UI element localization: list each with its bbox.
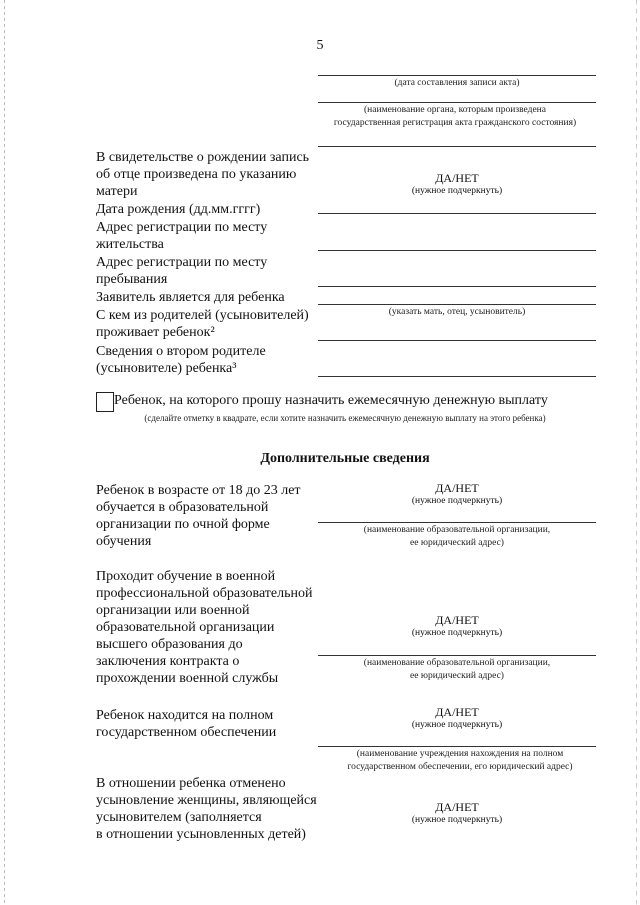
q1-line: [318, 522, 596, 523]
q2-line: [318, 655, 596, 656]
q1-label-1: Ребенок в возрасте от 18 до 23 лет: [96, 483, 301, 498]
q2-label-6: заключения контракта о: [96, 654, 240, 669]
q2-label-5: высшего образования до: [96, 637, 243, 652]
q4-label-4: в отношении усыновленных детей): [96, 827, 306, 842]
lives-with-line: [318, 340, 596, 341]
q1-caption-1: (наименование образовательной организации,: [363, 525, 551, 535]
underline-hint: (нужное подчеркнуть): [411, 186, 503, 196]
father-record-label-2: об отце произведена по указанию: [96, 167, 297, 182]
second-parent-label-1: Сведения о втором родителе: [96, 344, 266, 359]
lives-with-label-2: проживает ребенок²: [96, 325, 215, 340]
q2-label-3: организации или военной: [96, 603, 250, 618]
second-parent-line: [318, 376, 596, 377]
q1-label-3: организации по очной форме: [96, 517, 270, 532]
q3-caption-1: (наименование учреждения нахождения на полном: [356, 749, 564, 759]
monthly-payment-checkbox-label: Ребенок, на которого прошу назначить ежемесячную денежную выплату: [114, 393, 548, 408]
q3-label-2: государственном обеспечении: [96, 725, 277, 740]
underline-hint: (нужное подчеркнуть): [411, 720, 503, 730]
q3-label-1: Ребенок находится на полном: [96, 708, 274, 723]
q3-caption-2: государственном обеспечении, его юридический адрес): [347, 762, 573, 772]
stay-label-1: Адрес регистрации по месту: [96, 255, 268, 270]
q2-caption-1: (наименование образовательной организации,: [363, 658, 551, 668]
underline-hint: (нужное подчеркнуть): [411, 815, 503, 825]
q2-label-2: профессиональной образовательной: [96, 586, 313, 601]
q3-line: [318, 746, 596, 747]
monthly-payment-checkbox[interactable]: [96, 392, 114, 412]
residence-label-1: Адрес регистрации по месту: [96, 220, 268, 235]
section-title: Дополнительные сведения: [260, 451, 430, 466]
underline-hint: (нужное подчеркнуть): [411, 496, 503, 506]
monthly-payment-checkbox-hint: (сделайте отметку в квадрате, если хотите назначить ежемесячную денежную выплату на этого ребенка): [144, 413, 546, 423]
father-record-label-3: матери: [96, 184, 138, 199]
yes-no-text: ДА/НЕТ: [435, 613, 479, 627]
q1-label-4: обучения: [96, 534, 152, 549]
yes-no-text: ДА/НЕТ: [435, 705, 479, 719]
birth-date-line: [318, 213, 596, 214]
organ-caption-1: (наименование органа, которым произведена: [364, 105, 546, 115]
page-number: 5: [316, 38, 324, 53]
father-record-label-1: В свидетельстве о рождении запись: [96, 150, 310, 165]
q2-label-4: образовательной организации: [96, 620, 275, 635]
q2-label-7: прохождении военной службы: [96, 671, 279, 686]
organ-line: [318, 102, 596, 103]
q4-label-2: усыновление женщины, являющейся: [96, 793, 317, 808]
stay-line: [318, 286, 596, 287]
yes-no-text: ДА/НЕТ: [435, 800, 479, 814]
lives-with-label-1: С кем из родителей (усыновителей): [96, 308, 309, 323]
q4-label-3: усыновителем (заполняется: [96, 810, 262, 825]
q2-label-1: Проходит обучение в военной: [96, 569, 276, 584]
second-parent-label-2: (усыновителе) ребенка³: [96, 361, 237, 376]
underline-hint: (нужное подчеркнуть): [411, 628, 503, 638]
organ-bottom-line: [318, 146, 596, 147]
q1-yes-no: [318, 482, 596, 508]
q2-caption-2: ее юридический адрес): [410, 671, 504, 681]
residence-label-2: жительства: [96, 237, 164, 252]
applicant-line: [318, 304, 596, 305]
q2-yes-no: [318, 614, 596, 640]
yes-no-text: ДА/НЕТ: [435, 171, 479, 185]
birth-date-label: Дата рождения (дд.мм.гггг): [96, 202, 261, 217]
father-record-yes-no: [318, 172, 596, 198]
q4-label-1: В отношении ребенка отменено: [96, 776, 286, 791]
q3-yes-no: [318, 706, 596, 732]
parent-caption: (указать мать, отец, усыновитель): [388, 307, 526, 317]
organ-caption-2: государственная регистрация акта гражданского состояния): [333, 118, 577, 128]
stay-label-2: пребывания: [96, 272, 168, 287]
applicant-label: Заявитель является для ребенка: [96, 290, 285, 305]
date-caption: (дата составления записи акта): [394, 78, 520, 88]
q4-yes-no: [318, 801, 596, 827]
q1-label-2: обучается в образовательной: [96, 500, 269, 515]
date-line: [318, 75, 596, 76]
q1-caption-2: ее юридический адрес): [410, 538, 504, 548]
residence-line: [318, 250, 596, 251]
yes-no-text: ДА/НЕТ: [435, 481, 479, 495]
